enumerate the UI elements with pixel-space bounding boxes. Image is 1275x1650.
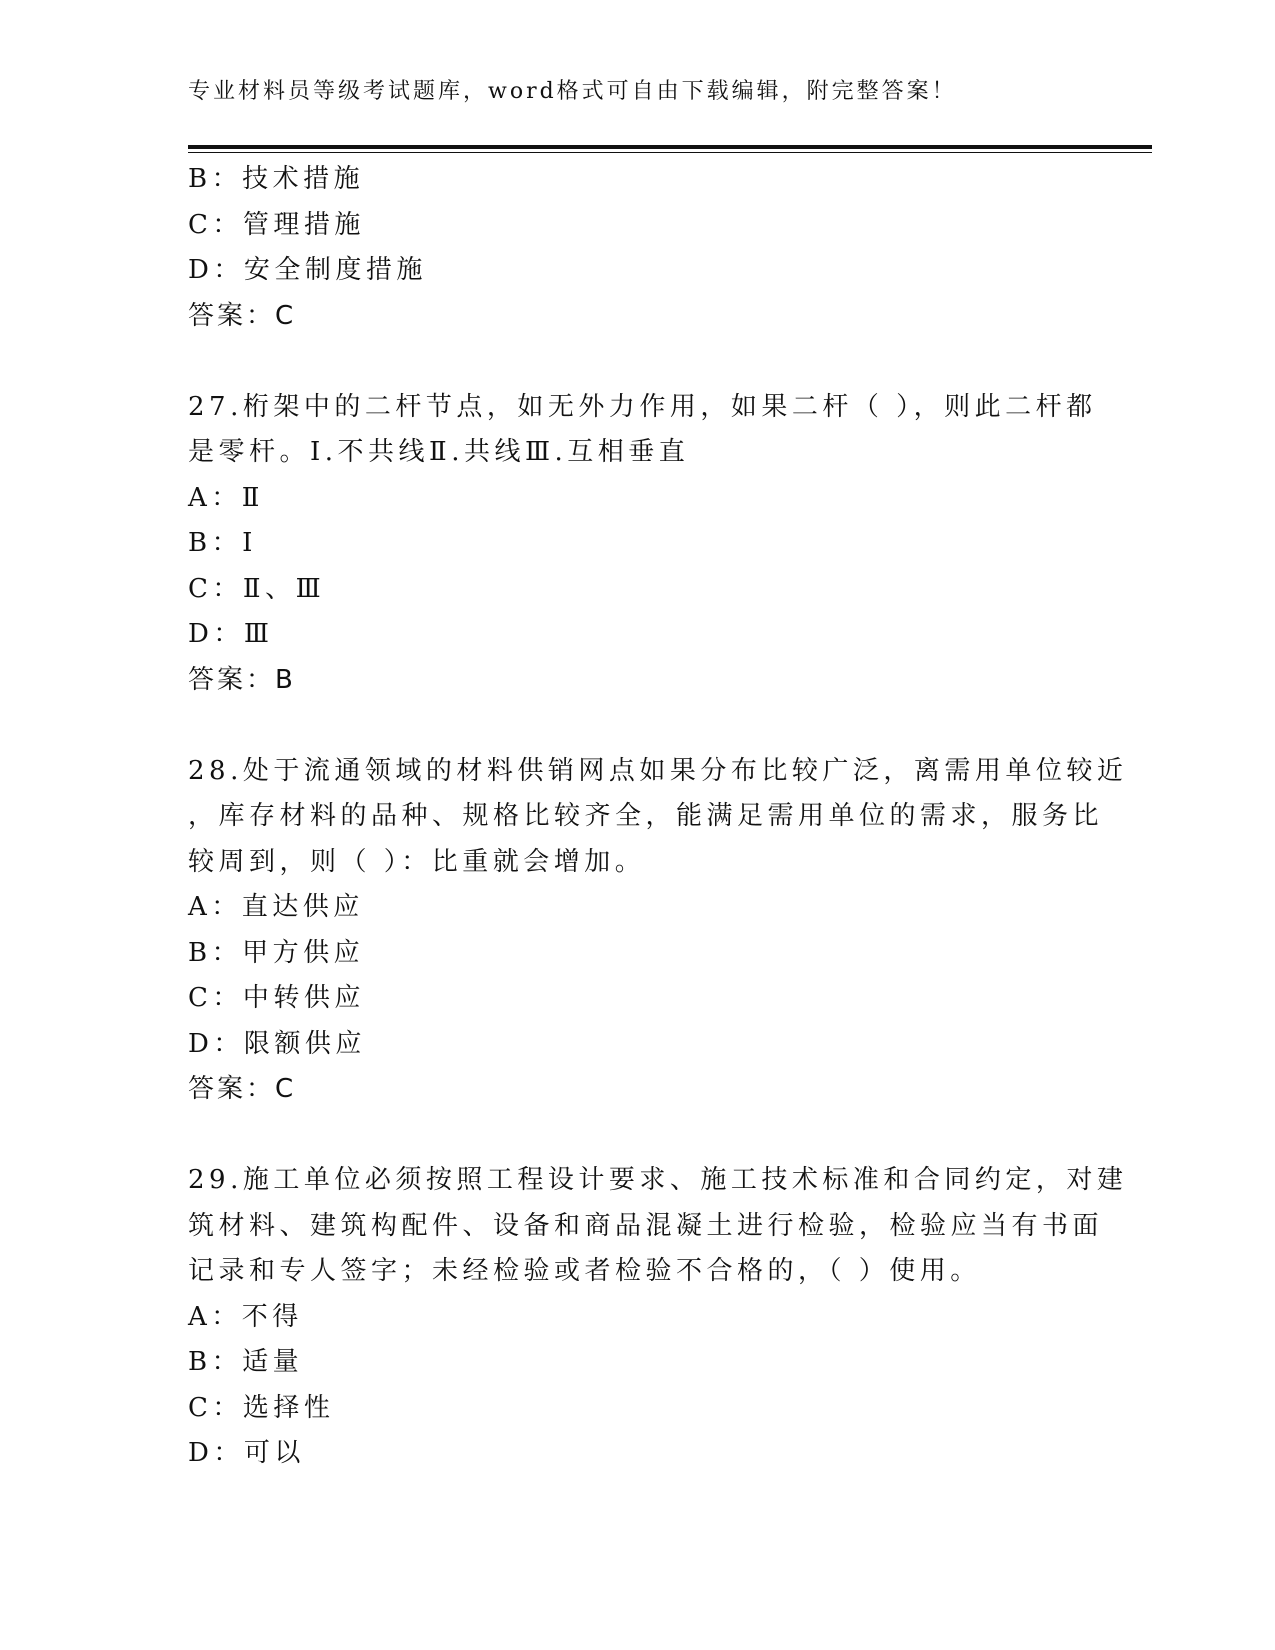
option-key: C bbox=[188, 209, 213, 240]
option-text: 安全制度措施 bbox=[243, 255, 427, 285]
option-text: 直达供应 bbox=[241, 892, 364, 922]
question-26-tail bbox=[188, 157, 1088, 339]
option-c: C：Ⅱ、Ⅲ bbox=[188, 573, 326, 604]
option-key: C bbox=[188, 1392, 213, 1423]
option-key: D bbox=[188, 255, 214, 285]
option-b: B：技术措施 bbox=[188, 164, 365, 194]
option-key: B bbox=[188, 528, 212, 558]
option-text: I bbox=[242, 528, 257, 558]
option-a: A：Ⅱ bbox=[188, 482, 264, 513]
page-header: 专业材料员等级考试题库，word格式可自由下载编辑，附完整答案！ bbox=[188, 79, 957, 104]
option-key: B bbox=[188, 1347, 212, 1377]
option-key: B bbox=[188, 164, 212, 194]
question-text-line: ，库存材料的品种、规格比较齐全，能满足需用单位的需求，服务比 bbox=[188, 801, 1104, 831]
question-text-line: 28.处于流通领域的材料供销网点如果分布比较广泛，离需用单位较近 bbox=[188, 755, 1128, 786]
option-c: C：选择性 bbox=[188, 1392, 335, 1423]
option-b: B：适量 bbox=[188, 1347, 304, 1377]
header-rule-thin bbox=[188, 152, 1152, 153]
option-a: A：不得 bbox=[188, 1301, 303, 1332]
option-key: D bbox=[188, 619, 214, 649]
answer: 答案：C bbox=[188, 300, 297, 331]
option-key: A bbox=[188, 482, 212, 513]
option-text: 甲方供应 bbox=[242, 937, 365, 968]
option-text: 选择性 bbox=[242, 1392, 335, 1423]
question-29 bbox=[188, 1158, 1128, 1477]
option-text: 管理措施 bbox=[242, 209, 365, 240]
option-text: Ⅲ bbox=[243, 619, 274, 649]
option-b: B：I bbox=[188, 528, 257, 558]
question-text-line: 29.施工单位必须按照工程设计要求、施工技术标准和合同约定，对建 bbox=[188, 1165, 1128, 1195]
option-key: D bbox=[188, 1028, 214, 1059]
option-text: 可以 bbox=[243, 1438, 305, 1468]
option-text: 不得 bbox=[241, 1301, 303, 1332]
option-c: C：管理措施 bbox=[188, 209, 365, 240]
option-text: Ⅱ、Ⅲ bbox=[242, 573, 326, 604]
answer: 答案：B bbox=[188, 664, 296, 695]
spacer bbox=[188, 1113, 1088, 1159]
option-key: A bbox=[188, 892, 212, 922]
question-text-line: 记录和专人签字；未经检验或者检验不合格的，（ ）使用。 bbox=[188, 1256, 981, 1286]
option-b: B：甲方供应 bbox=[188, 937, 365, 968]
option-key: A bbox=[188, 1301, 212, 1332]
option-text: 中转供应 bbox=[242, 983, 365, 1013]
question-text-line: 27.桁架中的二杆节点，如无外力作用，如果二杆（ ），则此二杆都 bbox=[188, 391, 1097, 422]
answer: 答案：C bbox=[188, 1074, 297, 1104]
question-text-line: 筑材料、建筑构配件、设备和商品混凝土进行检验，检验应当有书面 bbox=[188, 1210, 1104, 1241]
question-27 bbox=[188, 385, 1097, 704]
spacer bbox=[188, 339, 1088, 385]
option-key: B bbox=[188, 937, 212, 968]
option-text: Ⅱ bbox=[241, 482, 264, 513]
option-c: C：中转供应 bbox=[188, 983, 365, 1013]
spacer bbox=[188, 703, 1088, 749]
question-28 bbox=[188, 749, 1128, 1113]
option-d: D：可以 bbox=[188, 1438, 305, 1468]
option-text: 限额供应 bbox=[243, 1028, 366, 1059]
question-list bbox=[188, 157, 1128, 1477]
question-text-line: 是零杆。I.不共线Ⅱ.共线Ⅲ.互相垂直 bbox=[188, 437, 690, 467]
option-d: D：限额供应 bbox=[188, 1028, 366, 1059]
option-d: D：安全制度措施 bbox=[188, 255, 427, 285]
question-text-line: 较周到，则（ ）：比重就会增加。 bbox=[188, 846, 646, 877]
option-text: 适量 bbox=[242, 1347, 304, 1377]
option-key: C bbox=[188, 573, 213, 604]
option-d: D：Ⅲ bbox=[188, 619, 274, 649]
option-key: C bbox=[188, 983, 213, 1013]
header-rule-thick bbox=[188, 145, 1152, 149]
option-text: 技术措施 bbox=[242, 164, 365, 194]
option-a: A：直达供应 bbox=[188, 892, 364, 922]
option-key: D bbox=[188, 1438, 214, 1468]
